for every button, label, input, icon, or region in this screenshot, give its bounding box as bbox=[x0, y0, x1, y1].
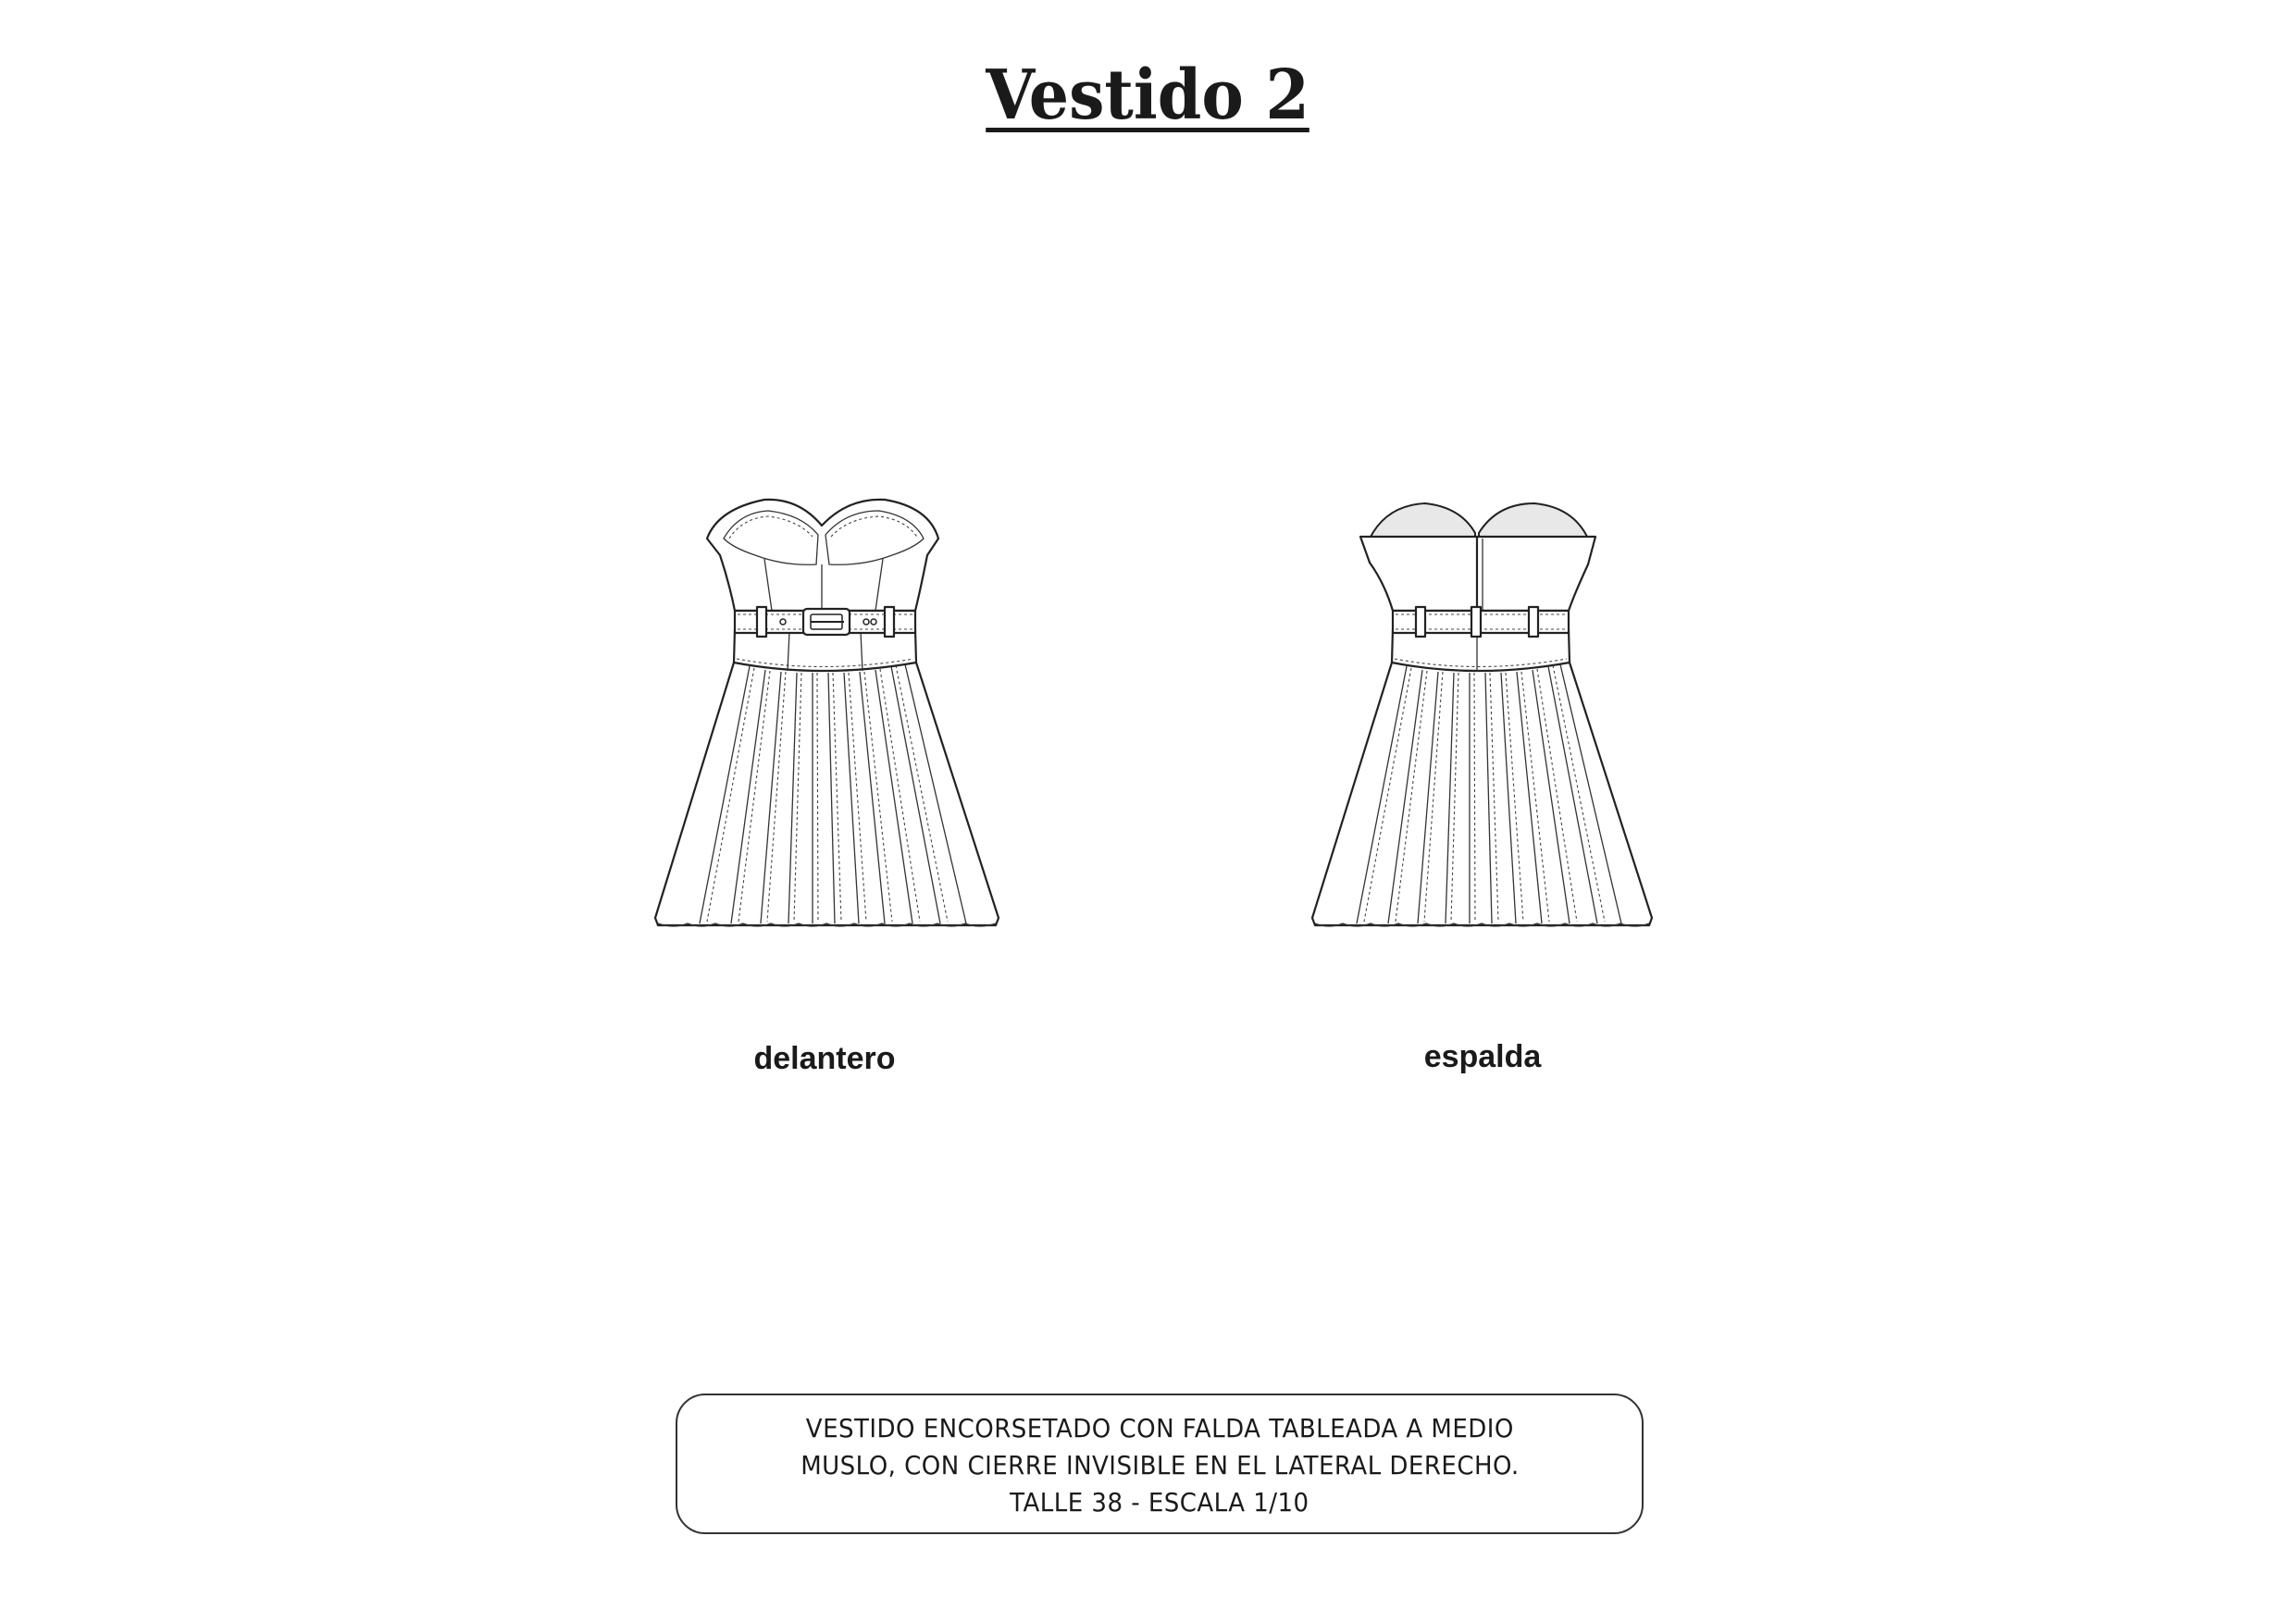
description-line-2: MUSLO, CON CIERRE INVISIBLE EN EL LATERAL DERECHO. bbox=[800, 1450, 1520, 1481]
description-line-3: TALLE 38 - ESCALA 1/10 bbox=[1010, 1487, 1309, 1518]
back-dress-illustration bbox=[1301, 481, 1690, 962]
back-view-label: espalda bbox=[1423, 1039, 1542, 1074]
back-view-drawing bbox=[1301, 481, 1690, 962]
description-box bbox=[676, 1394, 1644, 1534]
description-line-1: VESTIDO ENCORSETADO CON FALDA TABLEADA A MEDIO bbox=[805, 1413, 1514, 1443]
front-view-drawing bbox=[646, 481, 1035, 962]
front-dress-illustration bbox=[646, 481, 1035, 962]
front-view-label: delantero bbox=[753, 1041, 896, 1076]
page-title: Vestido 2 bbox=[986, 56, 1310, 135]
